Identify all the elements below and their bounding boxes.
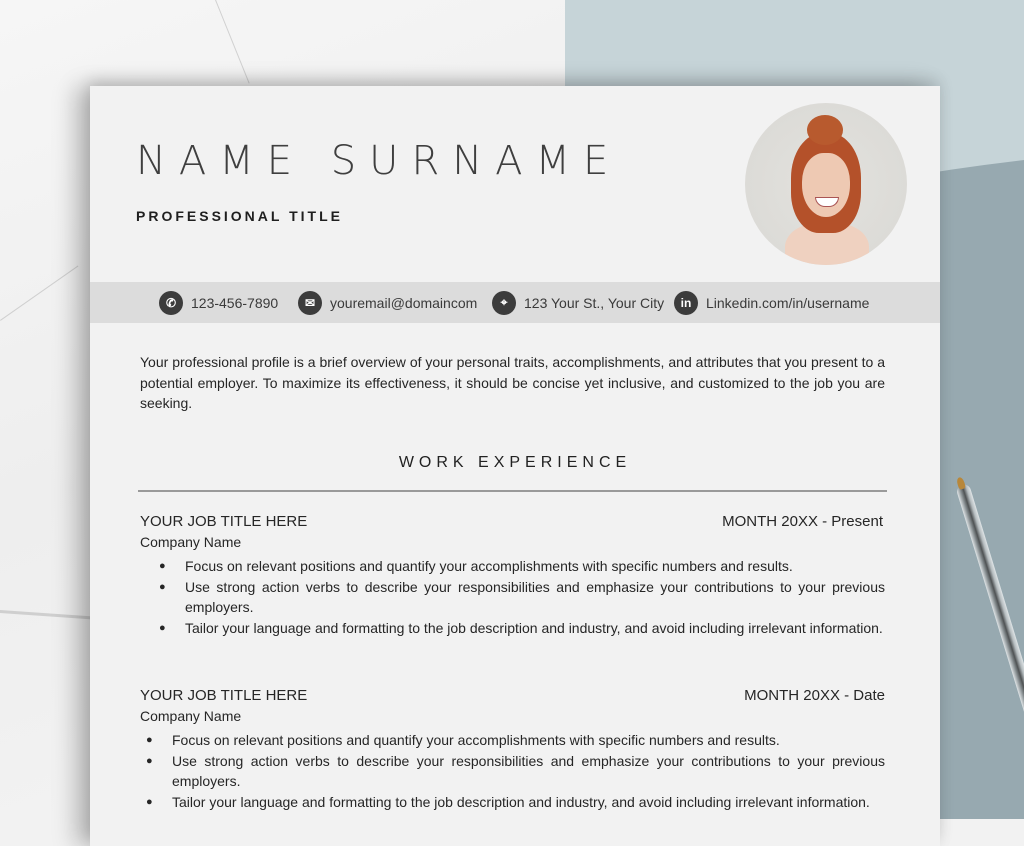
contact-linkedin: [674, 291, 869, 315]
location-pin-icon: ⌖: [492, 291, 516, 315]
job-bullets: [140, 556, 885, 638]
job-bullet: ● Use strong action verbs to describe your responsibilities and emphasize your contributions to your previous employers.: [140, 751, 885, 792]
contact-phone: [159, 291, 278, 315]
marble-vein: [0, 610, 92, 619]
job-bullet: ● Use strong action verbs to describe your responsibilities and emphasize your contributions to your previous employers.: [140, 577, 885, 618]
job-bullet: ● Tailor your language and formatting to the job description and industry, and avoid including irrelevant information.: [140, 618, 885, 639]
contact-address: [492, 291, 664, 315]
job-bullet: ● Focus on relevant positions and quantify your accomplishments with specific numbers and results.: [140, 730, 885, 751]
job-bullets: [140, 730, 885, 812]
profile-summary: Your professional profile is a brief overview of your personal traits, accomplishments, and attributes that you present to a potential employer. To maximize its effectiveness, it should be concise yet inclusive, and customized to the job you are seeking.: [140, 354, 885, 411]
profile-photo: [745, 103, 907, 265]
job-bullet: ● Focus on relevant positions and quantify your accomplishments with specific numbers and results.: [140, 556, 885, 577]
email-icon: ✉: [298, 291, 322, 315]
photo-hair-bun: [807, 115, 843, 145]
phone-text: 123-456-7890: [191, 294, 279, 311]
section-divider: [138, 490, 887, 492]
professional-title: PROFESSIONAL TITLE: [136, 208, 343, 224]
company-name: Company Name: [140, 708, 242, 724]
marble-vein: [0, 266, 78, 321]
job-dates: MONTH 20XX - Date: [744, 687, 885, 704]
work-experience-heading: WORK EXPERIENCE: [398, 454, 632, 471]
resume-page: [90, 86, 940, 846]
address-text: 123 Your St., Your City: [524, 294, 665, 311]
job-dates: MONTH 20XX - Present: [722, 513, 883, 530]
contact-bar: [90, 282, 940, 323]
phone-icon: ✆: [159, 291, 183, 315]
marble-vein: [215, 0, 250, 83]
linkedin-icon: in: [674, 291, 698, 315]
linkedin-text: Linkedin.com/in/username: [706, 294, 870, 311]
company-name: Company Name: [140, 534, 242, 550]
job-entry: [140, 512, 885, 638]
job-title: YOUR JOB TITLE HERE: [140, 513, 308, 530]
job-bullet: ● Tailor your language and formatting to the job description and industry, and avoid including irrelevant information.: [140, 792, 885, 813]
job-entry: [140, 686, 885, 812]
job-title: YOUR JOB TITLE HERE: [140, 687, 308, 704]
email-text: youremail@domaincom: [330, 294, 478, 311]
candidate-name: NAME SURNAME: [136, 138, 622, 184]
contact-email: [298, 291, 477, 315]
photo-face: [802, 153, 850, 217]
